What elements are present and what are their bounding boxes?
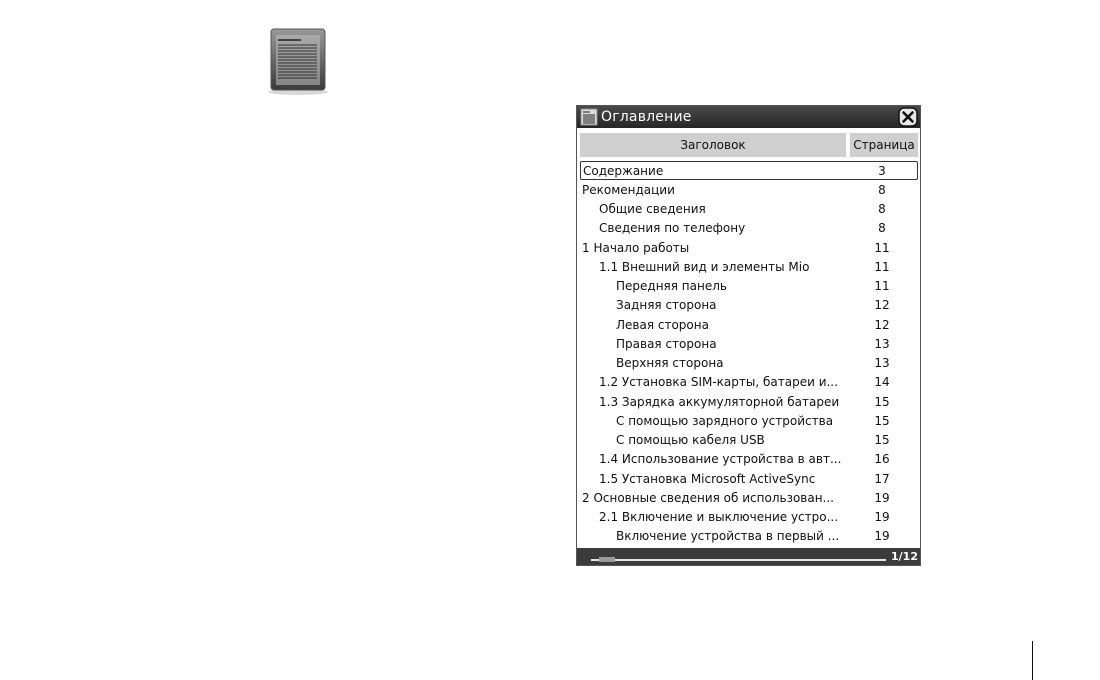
toc-row[interactable] [580, 277, 918, 296]
page-indicator: 1/12 [891, 550, 918, 563]
toc-row-title: Верхняя сторона [616, 356, 724, 371]
toc-row[interactable] [580, 180, 918, 199]
toc-row-title: 1.3 Зарядка аккумуляторной батареи [599, 394, 840, 409]
toc-row[interactable] [580, 257, 918, 276]
toc-row-page: 14 [874, 375, 890, 390]
toc-row-page: 8 [878, 182, 886, 197]
scroll-thumb[interactable] [599, 557, 615, 562]
toc-row-page: 13 [874, 336, 890, 351]
toc-row-page: 13 [874, 356, 890, 371]
toc-row[interactable] [580, 508, 918, 527]
toc-row-title: С помощью кабеля USB [616, 433, 765, 448]
toc-row-title: Правая сторона [616, 336, 717, 351]
toc-row-page: 12 [874, 317, 890, 332]
column-header-row [580, 133, 918, 157]
toc-row-page: 8 [878, 221, 886, 236]
toc-row-title: 2.1 Включение и выключение устро... [599, 510, 839, 525]
toc-row-title: 2 Основные сведения об использован... [582, 490, 834, 505]
toc-row-page: 17 [874, 471, 890, 486]
toc-row[interactable] [580, 296, 918, 315]
toc-row-page: 3 [878, 163, 886, 178]
toc-row-page: 11 [874, 240, 890, 255]
toc-row[interactable] [580, 488, 918, 507]
toc-row-title: Сведения по телефону [599, 221, 746, 236]
toc-row[interactable] [580, 219, 918, 238]
toc-row-title: Задняя сторона [616, 298, 717, 313]
toc-row-title: Левая сторона [616, 317, 709, 332]
document-list-icon[interactable] [267, 27, 329, 95]
toc-row-page: 12 [874, 298, 890, 313]
toc-window [576, 105, 921, 566]
toc-row-title: С помощью зарядного устройства [616, 413, 834, 428]
toc-row-page: 11 [874, 259, 890, 274]
toc-row-page: 15 [874, 413, 890, 428]
toc-row[interactable] [580, 315, 918, 334]
toc-row[interactable] [580, 238, 918, 257]
toc-row-title: 1 Начало работы [582, 240, 690, 255]
column-header-page[interactable]: Страница [850, 133, 918, 157]
toc-row[interactable] [580, 200, 918, 219]
toc-row-page: 15 [874, 394, 890, 409]
toc-row-page: 19 [874, 510, 890, 525]
toc-row[interactable] [580, 469, 918, 488]
toc-row[interactable] [580, 334, 918, 353]
divider-line [1032, 641, 1033, 680]
close-icon[interactable] [898, 107, 918, 127]
toc-row-page: 19 [874, 529, 890, 544]
toc-row[interactable] [580, 354, 918, 373]
column-header-heading[interactable]: Заголовок [580, 133, 846, 157]
status-bar [577, 548, 920, 565]
document-list-icon [580, 108, 598, 126]
toc-row[interactable] [580, 161, 918, 180]
toc-row-title: 1.5 Установка Microsoft ActiveSync [599, 471, 816, 486]
toc-row-title: Рекомендации [582, 182, 675, 197]
toc-row[interactable] [580, 411, 918, 430]
toc-row-title: Содержание [583, 163, 664, 178]
toc-row-page: 19 [874, 490, 890, 505]
title-bar [577, 106, 920, 128]
toc-row-page: 11 [874, 279, 890, 294]
toc-row[interactable] [580, 431, 918, 450]
toc-row-title: 1.4 Использование устройства в авт... [599, 452, 842, 467]
toc-row-title: 1.1 Внешний вид и элементы Mio [599, 259, 810, 274]
toc-row-title: Общие сведения [599, 202, 706, 217]
toc-row[interactable] [580, 527, 918, 546]
toc-row-page: 16 [874, 452, 890, 467]
toc-row-title: Передняя панель [616, 279, 727, 294]
toc-row-title: 1.2 Установка SIM-карты, батареи и... [599, 375, 838, 390]
toc-row[interactable] [580, 450, 918, 469]
toc-row[interactable] [580, 373, 918, 392]
toc-row-page: 8 [878, 202, 886, 217]
toc-row-page: 15 [874, 433, 890, 448]
scroll-track[interactable] [591, 559, 886, 561]
window-title: Оглавление [601, 109, 692, 125]
toc-row[interactable] [580, 392, 918, 411]
toc-row-title: Включение устройства в первый ... [616, 529, 840, 544]
toc-list [580, 161, 918, 546]
